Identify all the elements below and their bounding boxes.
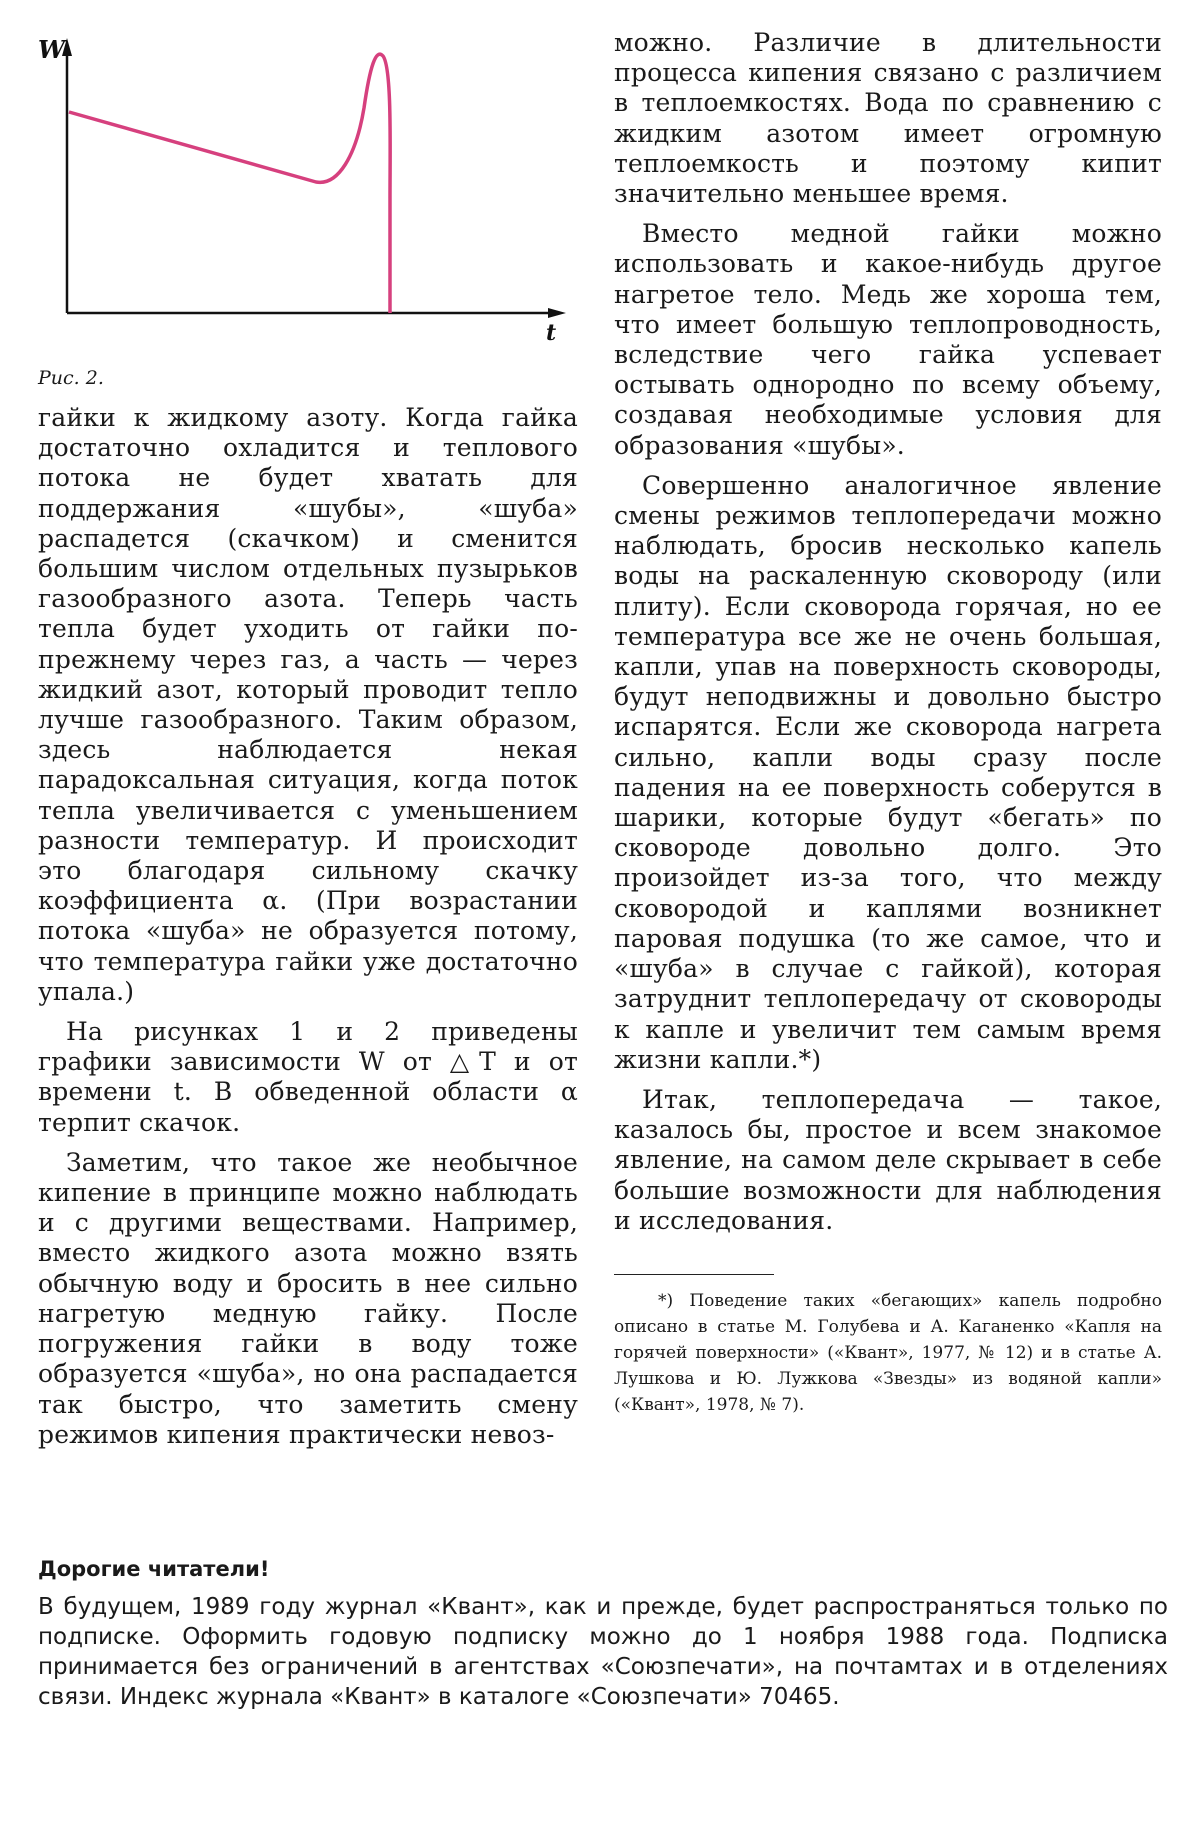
footnote-divider <box>614 1274 774 1275</box>
right-paragraph-1: можно. Различие в длительности процесса кипения связано с различием в теплоемкостях. Вода по сравнению с жидким азотом имеет огромную теплоемкость и поэтому кипит значительно меньшее время. <box>614 28 1162 209</box>
right-paragraph-3: Совершенно аналогичное явление смены режимов теплопередачи можно наблюдать, бросив несколько капель воды на раскаленную сковороду (или плиту). Если сковорода горячая, но ее температура все же не очень большая, капли, упав на поверхность сковороды, будут неподвижны и довольно быстро испарятся. Если же сковорода нагрета сильно, капли воды сразу после падения на ее поверхность соберутся в шарики, которые будут «бегать» по сковороде довольно долго. Это произойдет из-за того, что между сковородой и каплями возникнет паровая подушка (то же самое, что и «шуба» в случае с гайкой), которая затруднит теплопередачу от сковороды к капле и увеличит тем самым время жизни капли.*) <box>614 470 1162 1074</box>
left-column <box>38 403 578 1450</box>
w-curve-line <box>69 54 390 313</box>
figure-graph <box>38 28 578 358</box>
left-paragraph-2: На рисунках 1 и 2 приведены графики зависимости W от △T и от времени t. В обведенной области α терпит скачок. <box>38 1017 578 1137</box>
figure-caption: Рис. 2. <box>38 367 104 389</box>
right-paragraph-4: Итак, теплопередача — такое, казалось бы, простое и всем знакомое явление, на самом деле скрывает в себе большие возможности для наблюдения и исследования. <box>614 1084 1162 1235</box>
graph-svg <box>38 28 578 358</box>
notice-text: В будущем, 1989 году журнал «Квант», как и прежде, будет распространяться только по подписке. Оформить годовую подписку можно до 1 ноября 1988 года. Подписка принимается без ограничений в агентствах «Союзпечати», на почтамтах и в отделениях связи. Индекс журнала «Квант» в каталоге «Союзпечати» 70465. <box>38 1594 1168 1710</box>
x-axis-arrow-icon <box>548 308 566 318</box>
footnote: *) Поведение таких «бегающих» капель подробно описано в статье М. Голубева и А. Каганенко «Капля на горячей поверхности» («Квант», 1977, № 12) и в статье А. Лушкова и Ю. Лужкова «Звезды» из водяной капли» («Квант», 1978, № 7). <box>614 1291 1162 1415</box>
left-paragraph-1: гайки к жидкому азоту. Когда гайка достаточно охладится и теплового потока не будет хватать для поддержания «шубы», «шуба» распадется (скачком) и сменится большим числом отдельных пузырьков газообразного азота. Теперь часть тепла будет уходить от гайки по-прежнему через газ, а часть — через жидкий азот, который проводит тепло лучше газообразного. Таким образом, здесь наблюдается некая парадоксальная ситуация, когда поток тепла увеличивается с уменьшением разности температур. И происходит это благодаря сильному скачку коэффициента α. (При возрастании потока «шуба» не образуется потому, что температура гайки уже достаточно упала.) <box>38 403 578 1006</box>
notice-title: Дорогие читатели! <box>38 1557 270 1581</box>
y-axis-label: W <box>38 35 65 64</box>
left-paragraph-3: Заметим, что такое же необычное кипение в принципе можно наблюдать и с другими веществами. Например, вместо жидкого азота можно взять обычную воду и бросить в нее сильно нагретую медную гайку. После погружения гайки в воду тоже образуется «шуба», но она распадается так быстро, что заметить смену режимов кипения практически невоз- <box>38 1147 578 1449</box>
right-column <box>614 28 1162 1236</box>
right-paragraph-2: Вместо медной гайки можно использовать и какое-нибудь другое нагретое тело. Медь же хороша тем, что имеет большую теплопроводность, вследствие чего гайка успевает остывать однородно по всему объему, создавая необходимые условия для образования «шубы». <box>614 219 1162 460</box>
x-axis-label: t <box>546 320 557 346</box>
